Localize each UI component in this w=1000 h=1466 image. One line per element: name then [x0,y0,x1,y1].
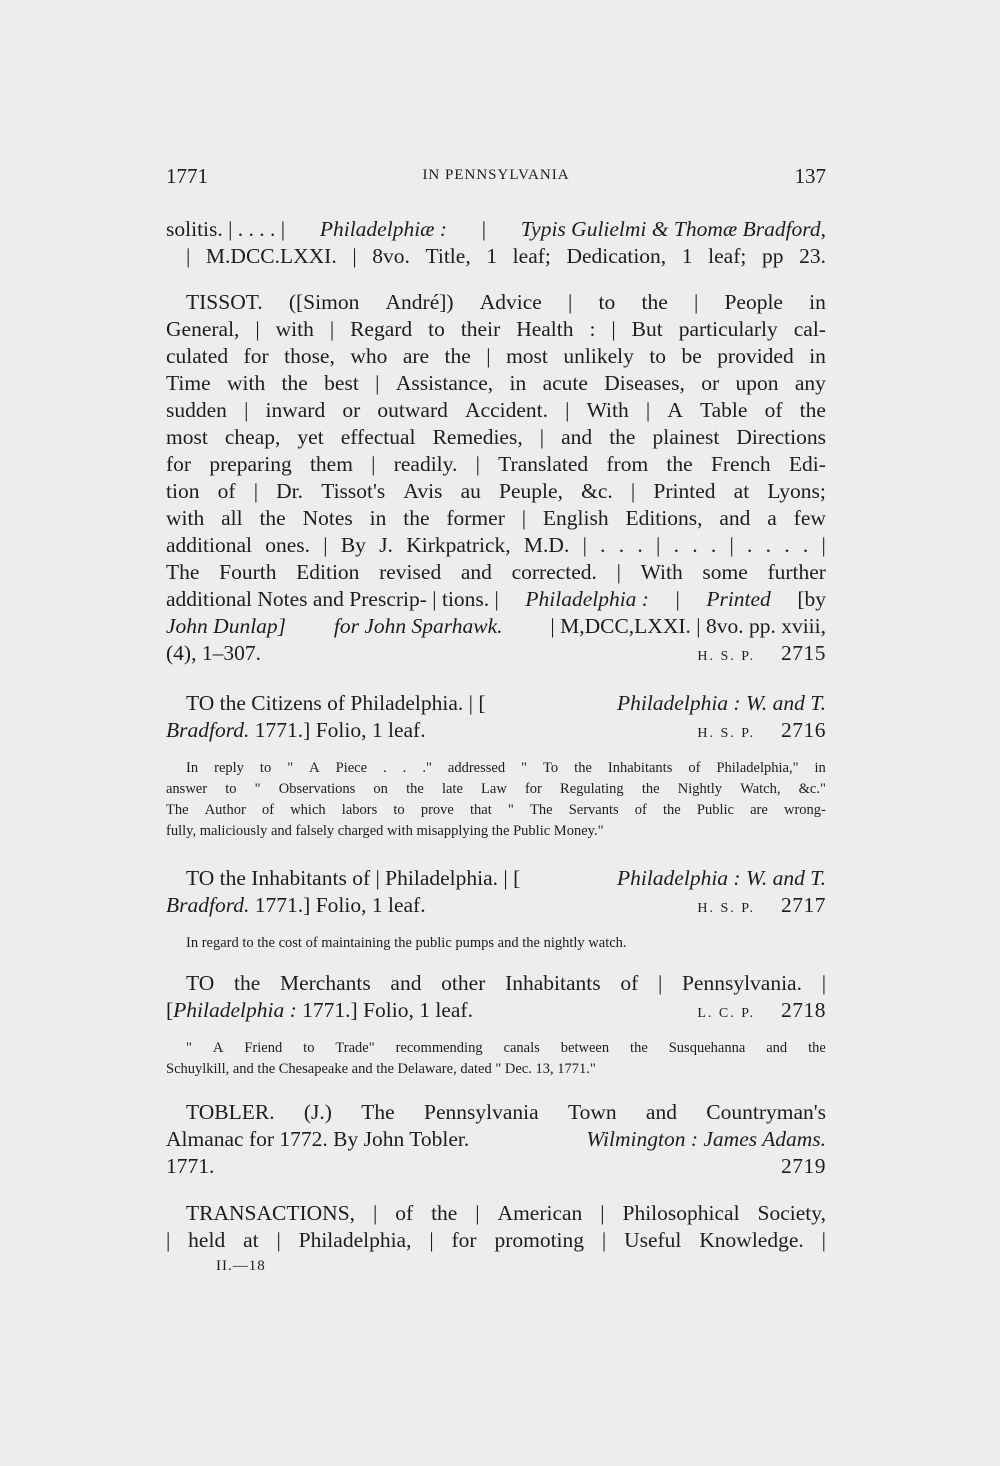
text-line: solitis. | . . . . | Philadelphiæ : | Typis Gulielmi & Thomæ Bradford, [166,217,826,241]
entry-continuation [166,216,826,270]
note-line: Schuylkill, and the Chesapeake and the Delaware, dated " Dec. 13, 1771." [166,1061,596,1077]
note-line: answer to " Observations on the late Law for Regulating the Nightly Watch, &c." [166,781,826,797]
text-line: General, | with | Regard to their Health : | But particularly cal- [166,317,826,341]
entry-number: 2715 [781,641,826,665]
entry-number: 2717 [781,893,826,917]
text-line: most cheap, yet effectual Remedies, | and the plainest Directions [166,425,826,449]
page-number: 137 [794,164,826,188]
entry-number: 2716 [781,718,826,742]
text-line: John Dunlap] for John Sparhawk. | M,DCC,LXXI. | 8vo. pp. xviii, [166,614,826,638]
text-line: Bradford. 1771.] Folio, 1 leaf. H. S. P. 2716 [166,718,826,742]
text-line: additional Notes and Prescrip- | tions. | Philadelphia : | Printed [by [166,587,826,611]
entry-number: 2718 [781,998,826,1022]
text-line: TISSOT. ([Simon André]) Advice | to the | People in [186,290,826,314]
text-line: | held at | Philadelphia, | for promoting | Useful Knowledge. | [166,1228,826,1252]
library-code: L. C. P. [697,1006,755,1021]
text-line: additional ones. | By J. Kirkpatrick, M.D. | . . . | . . . | . . . . | [166,533,826,557]
signature-mark: II.—18 [216,1258,266,1274]
text-line: culated for those, who are the | most unlikely to be provided in [166,344,826,368]
text-line: 1771. 2719 [166,1154,826,1178]
entry-2718 [166,970,826,1080]
text-line: [ Philadelphia : 1771.] Folio, 1 leaf. L. C. P. 2718 [166,998,826,1022]
text-line: TO the Citizens of Philadelphia. | [ Philadelphia : W. and T. [186,691,826,715]
running-header [166,164,826,194]
text-line: (4), 1–307. H. S. P. 2715 [166,641,826,665]
text-line: tion of | Dr. Tissot's Avis au Peuple, &c. | Printed at Lyons; [166,479,826,503]
text-line: TRANSACTIONS, | of the | American | Philosophical Society, [186,1201,826,1225]
entry-2716 [166,690,826,842]
header-year: 1771 [166,164,208,188]
entry-2715 [166,289,826,667]
entry-2719 [166,1099,826,1180]
text-line: sudden | inward or outward Accident. | With | A Table of the [166,398,826,422]
text-line: The Fourth Edition revised and corrected. | With some further [166,560,826,584]
text-line: Almanac for 1772. By John Tobler. Wilmington : James Adams. [166,1127,826,1151]
text-line: with all the Notes in the former | English Editions, and a few [166,506,826,530]
entry-2717 [166,865,826,954]
note-line: fully, maliciously and falsely charged with misapplying the Public Money." [166,823,604,839]
text-line: | M.DCC.LXXI. | 8vo. Title, 1 leaf; Dedication, 1 leaf; pp 23. [186,244,826,268]
text-line: TOBLER. (J.) The Pennsylvania Town and Countryman's [186,1100,826,1124]
note-line: The Author of which labors to prove that " The Servants of the Public are wrong- [166,802,826,818]
entry-number: 2719 [781,1154,826,1178]
note-line: In reply to " A Piece . . ." addressed " To the Inhabitants of Philadelphia," in [186,760,826,776]
note-line: " A Friend to Trade" recommending canals between the Susquehanna and the [186,1040,826,1056]
header-title: IN PENNSYLVANIA [422,167,570,183]
library-code: H. S. P. [697,649,755,664]
text-line: Bradford. 1771.] Folio, 1 leaf. H. S. P. 2717 [166,893,826,917]
text-line: TO the Merchants and other Inhabitants of | Pennsylvania. | [186,971,826,995]
library-code: H. S. P. [697,901,755,916]
library-code: H. S. P. [697,726,755,741]
text-line: Time with the best | Assistance, in acute Diseases, or upon any [166,371,826,395]
text-line: TO the Inhabitants of | Philadelphia. | [ Philadelphia : W. and T. [186,866,826,890]
note-line: In regard to the cost of maintaining the public pumps and the nightly watch. [186,935,627,951]
entry-transactions [166,1200,826,1254]
text-line: for preparing them | readily. | Translated from the French Edi- [166,452,826,476]
